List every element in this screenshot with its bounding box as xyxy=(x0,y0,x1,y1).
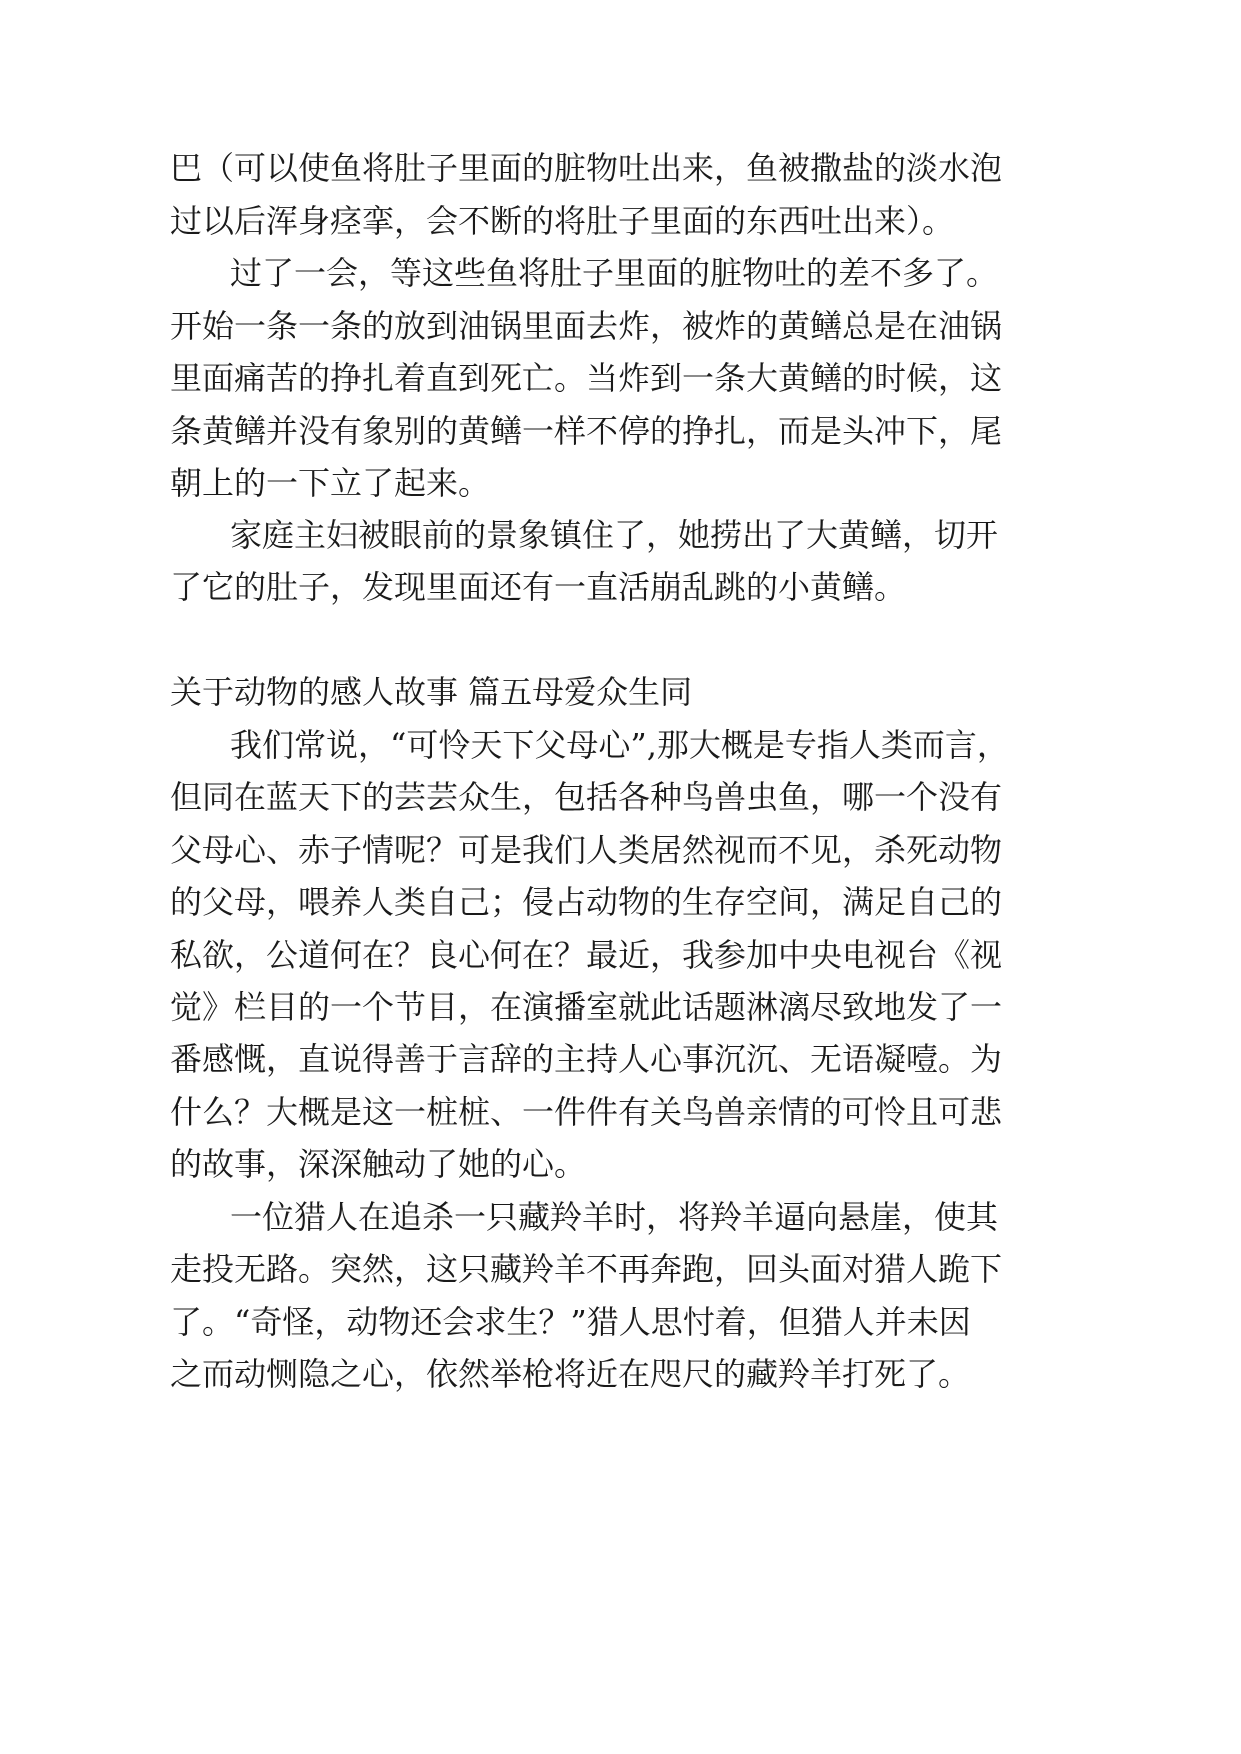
text-line xyxy=(0,557,1241,617)
text-line xyxy=(0,138,1241,198)
line-text: 私欲，公道何在？良心何在？最近，我参加中央电视台《视 xyxy=(170,936,1003,974)
text-line xyxy=(0,348,1241,408)
line-text: 一位猎人在追杀一只藏羚羊时，将羚羊逼向悬崖，使其 xyxy=(230,1198,999,1236)
line-text: 开始一条一条的放到油锅里面去炸，被炸的黄鳝总是在油锅 xyxy=(170,307,1003,345)
text-line xyxy=(0,243,1241,303)
text-line xyxy=(0,1134,1241,1194)
line-text: 过了一会，等这些鱼将肚子里面的脏物吐的差不多了。 xyxy=(230,254,999,292)
text-line xyxy=(0,296,1241,356)
text-line xyxy=(0,453,1241,513)
text-line xyxy=(0,820,1241,880)
line-text: 父母心、赤子情呢？可是我们人类居然视而不见，杀死动物 xyxy=(170,831,1003,869)
text-line xyxy=(0,872,1241,932)
text-line xyxy=(0,977,1241,1037)
text-line xyxy=(0,1187,1241,1247)
line-text: 的故事，深深触动了她的心。 xyxy=(170,1145,587,1183)
line-text: 什么？大概是这一桩桩、一件件有关鸟兽亲情的可怜且可悲 xyxy=(170,1093,1003,1131)
line-text: 家庭主妇被眼前的景象镇住了，她捞出了大黄鳝，切开 xyxy=(230,516,999,554)
text-line xyxy=(0,505,1241,565)
text-line xyxy=(0,767,1241,827)
text-line xyxy=(0,715,1241,775)
line-text: 条黄鳝并没有象别的黄鳝一样不停的挣扎，而是头冲下，尾 xyxy=(170,412,1003,450)
text-line xyxy=(0,1082,1241,1142)
text-line xyxy=(0,925,1241,985)
line-text: 番感慨，直说得善于言辞的主持人心事沉沉、无语凝噎。为 xyxy=(170,1040,1003,1078)
line-text: 巴（可以使鱼将肚子里面的脏物吐出来，鱼被撒盐的淡水泡 xyxy=(170,149,1003,187)
line-text: 了它的肚子，发现里面还有一直活崩乱跳的小黄鳝。 xyxy=(170,568,907,606)
line-text: 走投无路。突然，这只藏羚羊不再奔跑，回头面对猎人跪下 xyxy=(170,1250,1003,1288)
line-text: 的父母，喂养人类自己；侵占动物的生存空间，满足自己的 xyxy=(170,883,1003,921)
line-text: 朝上的一下立了起来。 xyxy=(170,464,491,502)
section-heading xyxy=(0,662,1241,722)
line-text: 过以后浑身痉挛，会不断的将肚子里面的东西吐出来）。 xyxy=(170,202,955,240)
text-line xyxy=(0,191,1241,251)
line-text: 但同在蓝天下的芸芸众生，包括各种鸟兽虫鱼，哪一个没有 xyxy=(170,778,1003,816)
text-line xyxy=(0,401,1241,461)
line-text: 觉》栏目的一个节目，在演播室就此话题淋漓尽致地发了一 xyxy=(170,988,1003,1026)
line-text: 我们常说，“可怜天下父母心”,那大概是专指人类而言， xyxy=(230,726,1009,764)
heading-text: 关于动物的感人故事 篇五母爱众生同 xyxy=(170,673,693,711)
text-line xyxy=(0,1344,1241,1404)
text-line xyxy=(0,1029,1241,1089)
text-line xyxy=(0,1292,1241,1352)
line-text: 里面痛苦的挣扎着直到死亡。当炸到一条大黄鳝的时候，这 xyxy=(170,359,1003,397)
text-line xyxy=(0,1239,1241,1299)
line-text: 之而动恻隐之心，依然举枪将近在咫尺的藏羚羊打死了。 xyxy=(170,1355,971,1393)
line-text: 了。“奇怪，动物还会求生？”猎人思忖着，但猎人并未因 xyxy=(170,1303,971,1341)
